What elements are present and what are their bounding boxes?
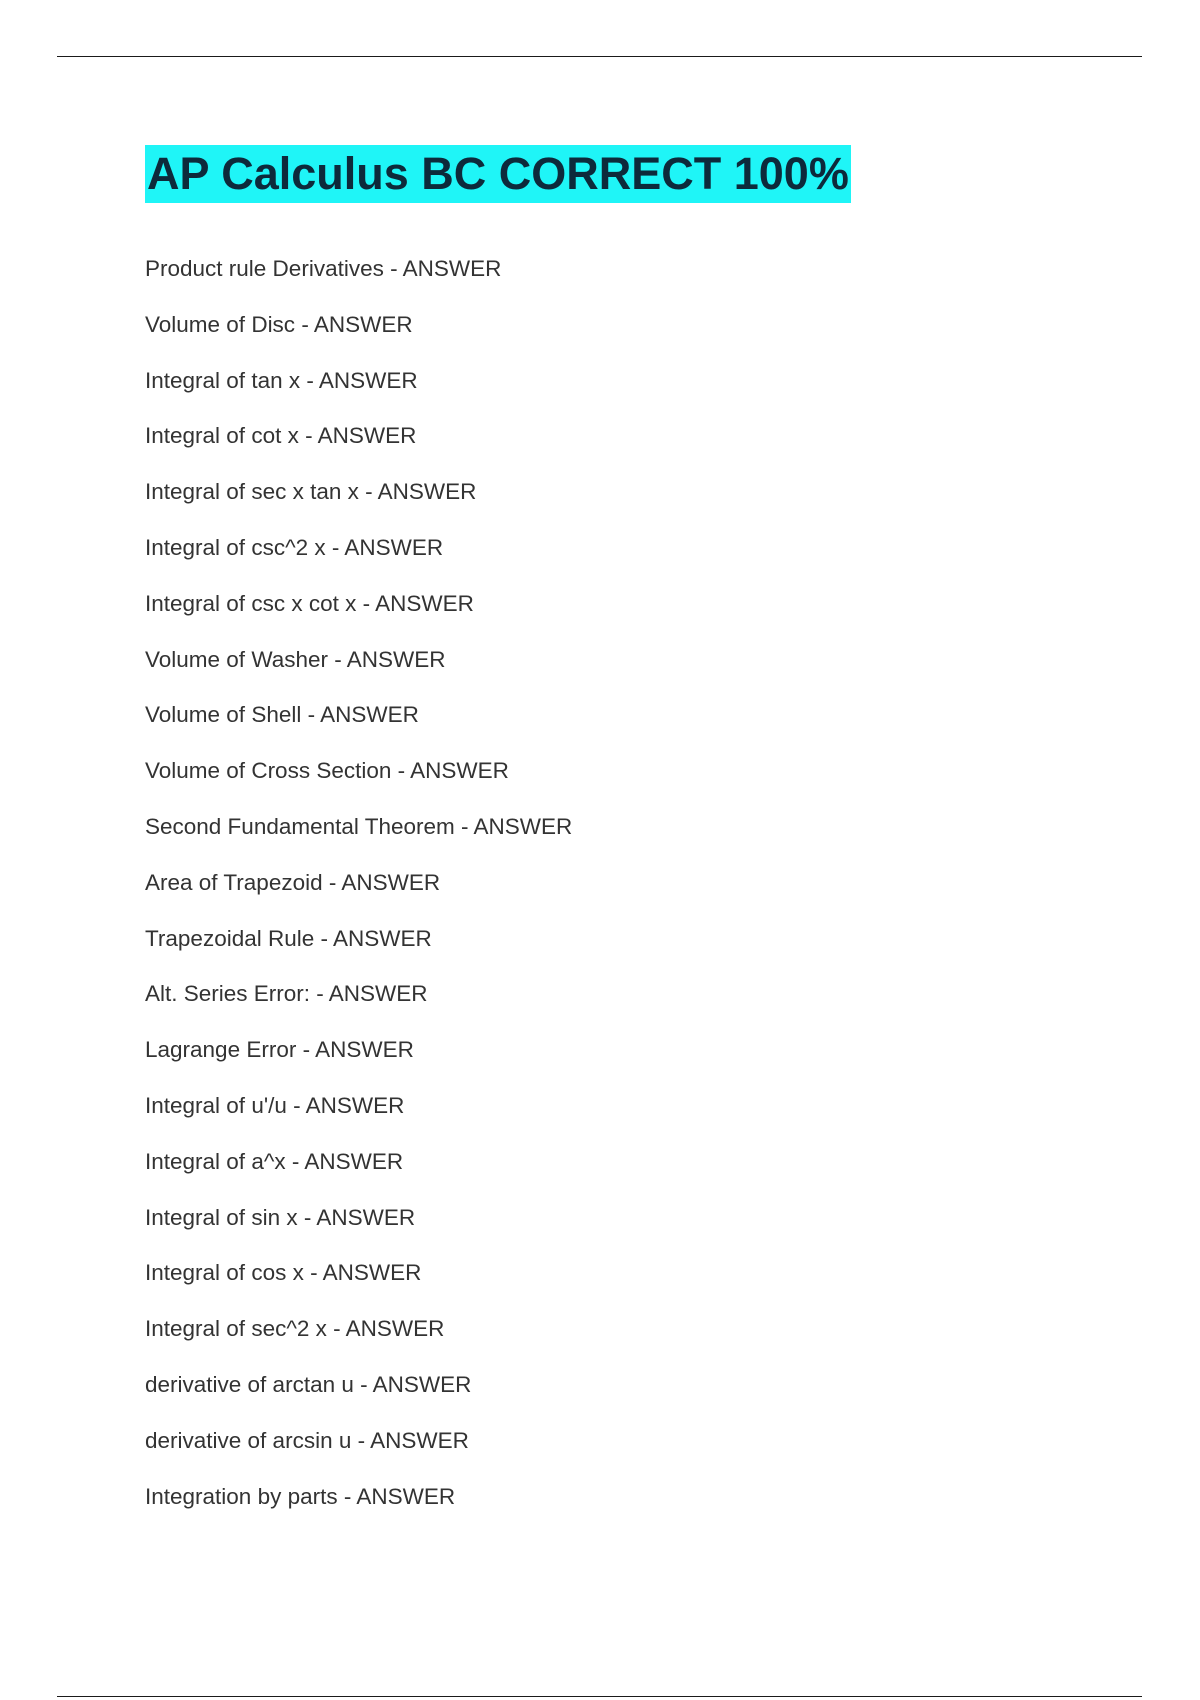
list-item: Integral of sec^2 x - ANSWER: [145, 1316, 445, 1342]
list-item: Second Fundamental Theorem - ANSWER: [145, 813, 573, 839]
list-item: Integral of cot x - ANSWER: [145, 423, 417, 449]
question-list: [145, 254, 572, 1537]
list-item: Integral of sec x tan x - ANSWER: [145, 479, 477, 505]
list-item: derivative of arcsin u - ANSWER: [145, 1427, 469, 1453]
list-item: Integral of csc^2 x - ANSWER: [145, 534, 444, 560]
list-item: Product rule Derivatives - ANSWER: [145, 256, 502, 281]
list-item: Integral of cos x - ANSWER: [145, 1260, 422, 1286]
list-item: Volume of Washer - ANSWER: [145, 646, 446, 672]
list-item: Integral of sin x - ANSWER: [145, 1204, 416, 1230]
header-rule: [57, 56, 1142, 57]
list-item: Integration by parts - ANSWER: [145, 1483, 456, 1509]
list-item: Area of Trapezoid - ANSWER: [145, 869, 441, 895]
list-item: Integral of csc x cot x - ANSWER: [145, 590, 474, 616]
list-item: Integral of a^x - ANSWER: [145, 1148, 404, 1174]
footer-rule: [57, 1696, 1142, 1697]
document-title: AP Calculus BC CORRECT 100%: [145, 145, 851, 203]
list-item: Volume of Disc - ANSWER: [145, 311, 413, 337]
list-item: Lagrange Error - ANSWER: [145, 1037, 414, 1063]
list-item: derivative of arctan u - ANSWER: [145, 1371, 472, 1397]
list-item: Volume of Cross Section - ANSWER: [145, 758, 509, 784]
list-item: Alt. Series Error: - ANSWER: [145, 981, 428, 1007]
list-item: Volume of Shell - ANSWER: [145, 702, 419, 728]
list-item: Integral of tan x - ANSWER: [145, 367, 418, 393]
list-item: Trapezoidal Rule - ANSWER: [145, 925, 432, 951]
list-item: Integral of u'/u - ANSWER: [145, 1092, 405, 1118]
